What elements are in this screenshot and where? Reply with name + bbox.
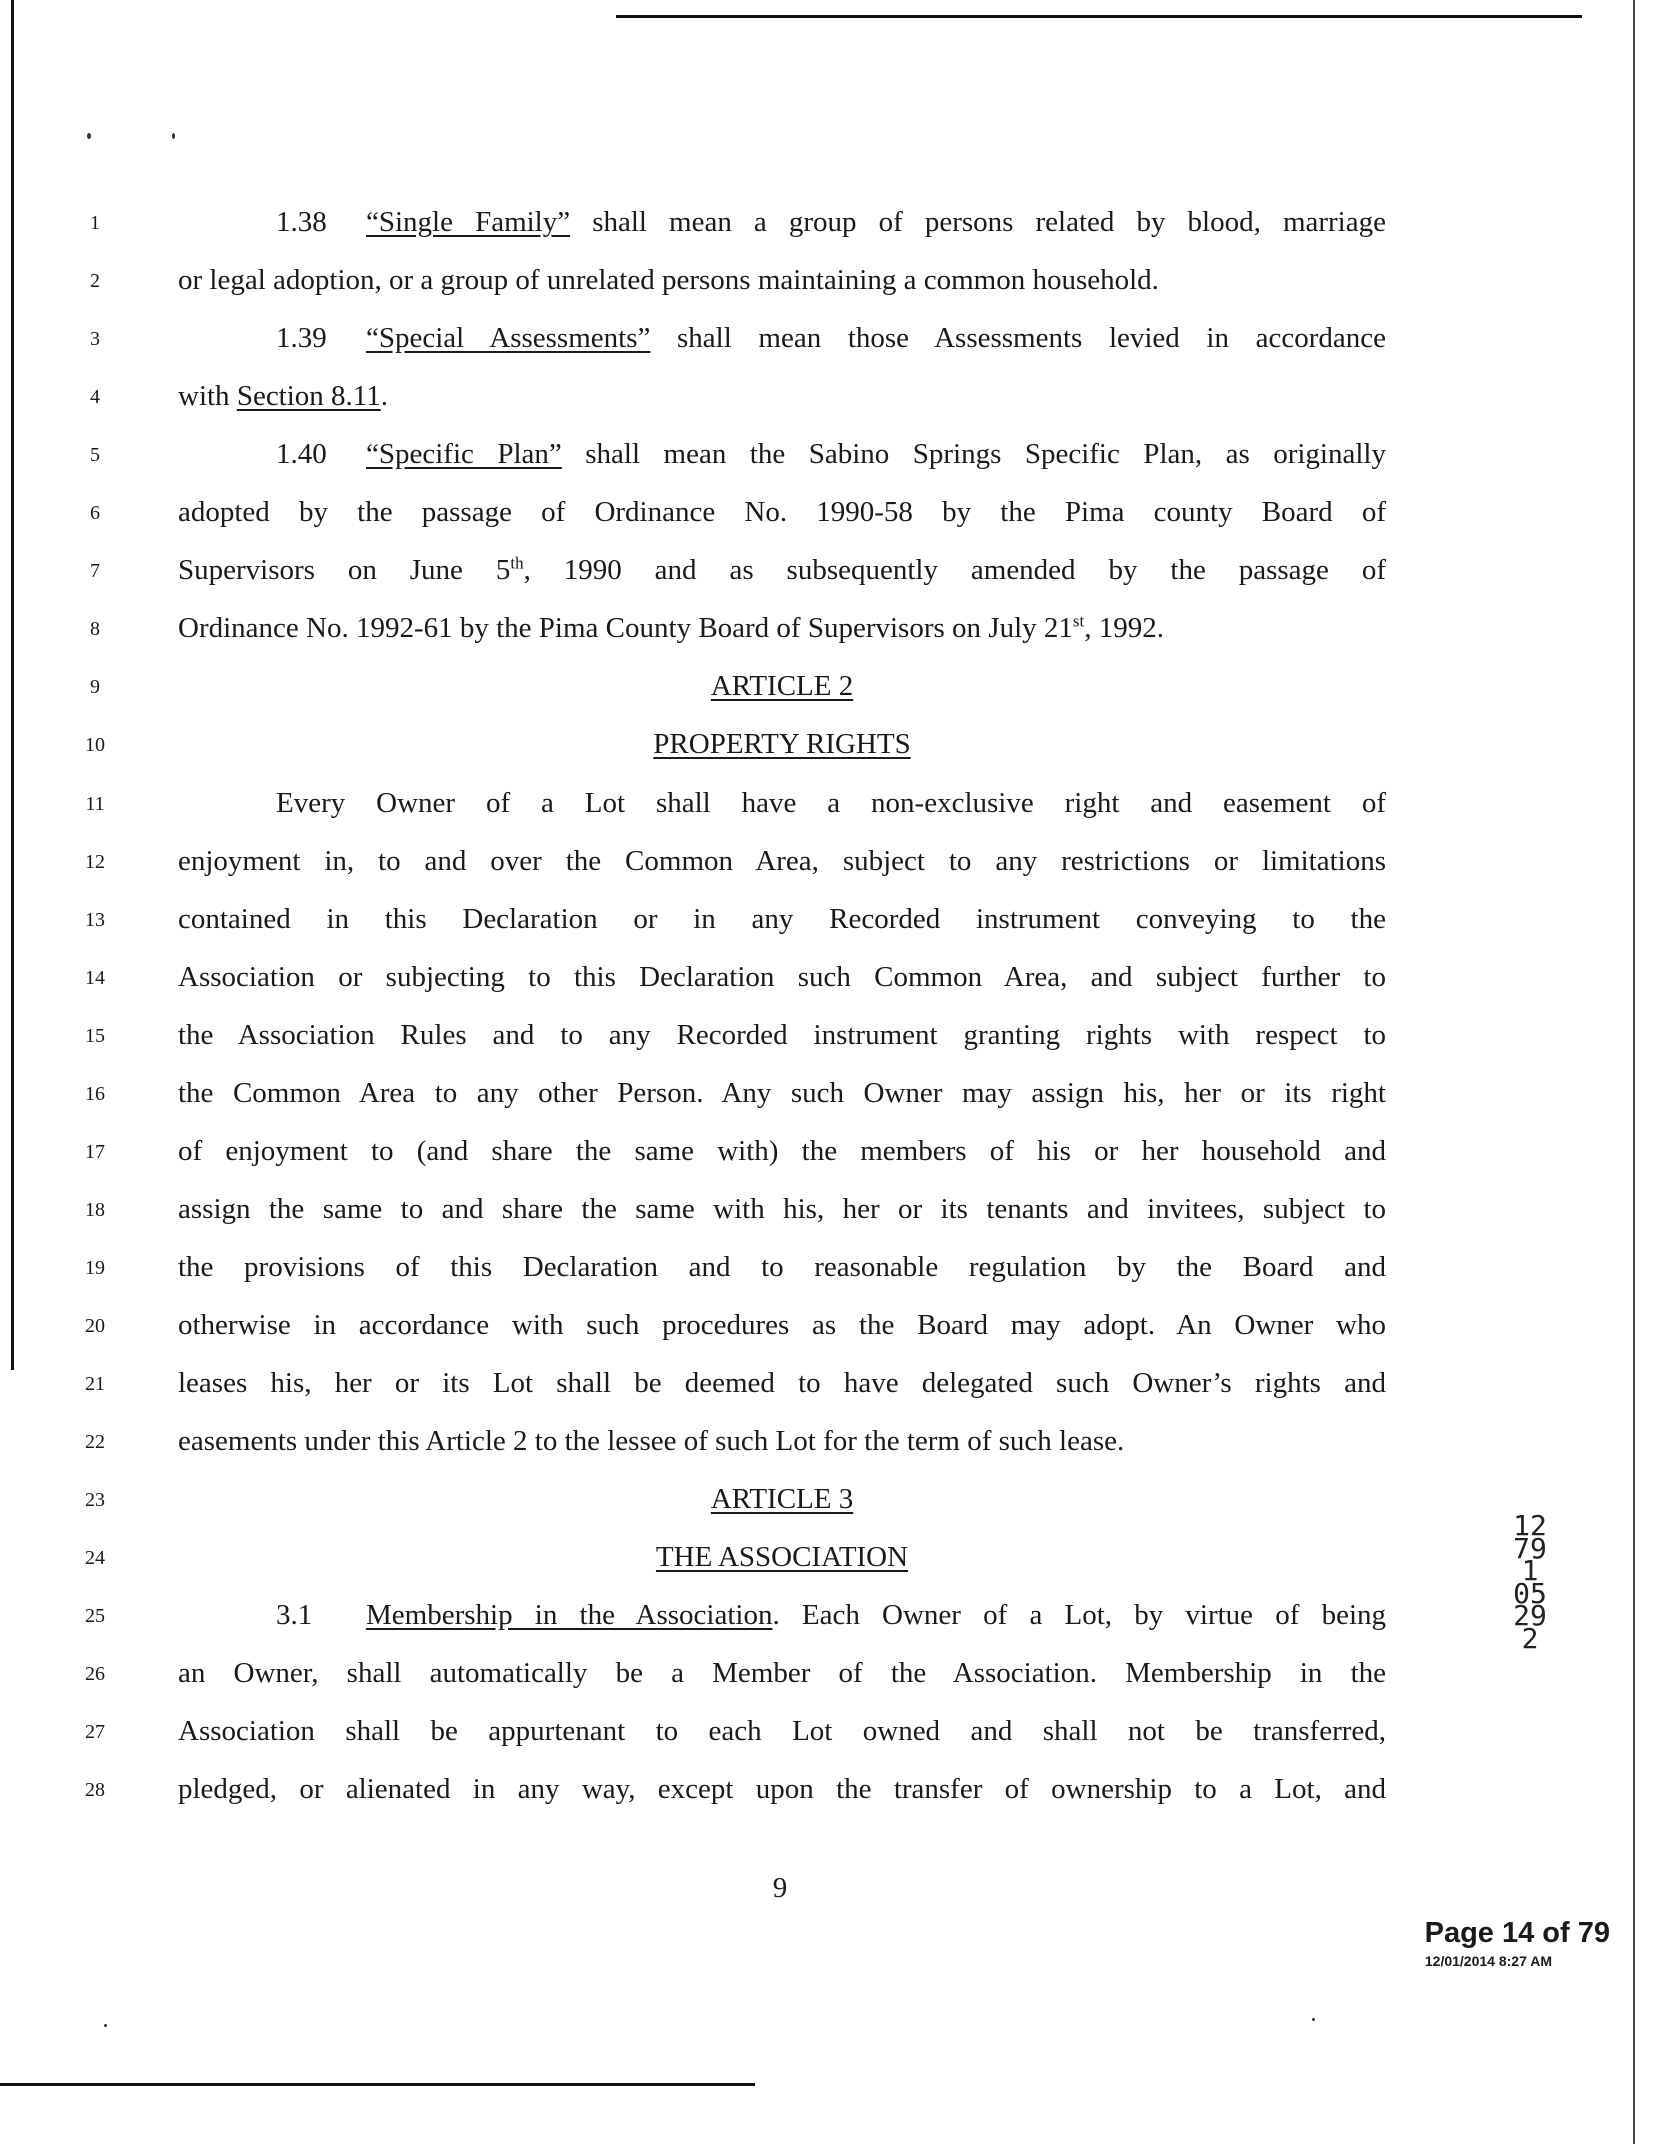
page-number: 9 [772,1872,788,1904]
ordinal-suffix: st [1072,611,1085,631]
defined-term: “Specific Plan” [366,438,562,471]
line-text: with [178,380,237,413]
line-text: , 1992. [1084,612,1164,645]
section-line [178,434,1386,474]
line-number: 25 [85,1605,105,1628]
line-number: 24 [85,1547,105,1570]
recorder-datetime-stamp: 12/01/2014 8:27 AM [1424,1953,1552,1969]
article-heading [178,1537,1386,1577]
text-line: the Common Area to any other Person. Any such Owner may assign his, her or its right [178,1076,1386,1109]
line-number: 22 [85,1431,105,1454]
article-heading [178,724,1386,764]
article-heading [178,1479,1386,1519]
top-rule [616,15,1582,18]
text-line [178,608,1386,648]
line-text: Ordinance No. 1992-61 by the Pima County Board of Supervisors on July 21 [178,612,1073,645]
line-number: 28 [85,1779,105,1802]
bottom-rule [0,2083,755,2086]
line-number: 23 [85,1489,105,1512]
line-number: 16 [85,1082,105,1105]
line-number: 17 [85,1140,105,1163]
line-number: 8 [90,618,100,641]
text-line: Every Owner of a Lot shall have a non-exclusive right and easement of [276,786,1386,819]
line-text: , 1990 and as subsequently amended by the passage of [523,554,1386,587]
line-text: Supervisors on June 5 [178,554,511,587]
defined-term: Membership in the Association [366,1599,773,1632]
scan-speck [87,133,91,139]
section-number: 3.1 [276,1599,313,1632]
left-margin-rule [11,0,14,1370]
recording-docket-number: 12791 05292 [1513,1509,1547,1655]
section-number: 1.38 [276,206,327,238]
line-number: 1 [90,212,100,234]
text-line: the Association Rules and to any Recorded instrument granting rights with respect to [178,1018,1386,1051]
line-number: 19 [85,1256,105,1279]
line-number: 7 [90,560,100,583]
text-line: the provisions of this Declaration and to reasonable regulation by the Board and [178,1250,1386,1283]
right-margin-rule [1633,0,1635,2144]
text-line: enjoyment in, to and over the Common Area, subject to any restrictions or limitations [178,844,1386,877]
text-line: of enjoyment to (and share the same with) the members of his or her household and [178,1134,1386,1167]
line-number: 3 [90,328,100,351]
line-number: 13 [85,908,105,931]
line-number: 4 [90,386,100,409]
line-number: 5 [90,444,100,467]
recorder-page-stamp: Page 14 of 79 [1424,1917,1610,1949]
text-line: assign the same to and share the same with his, her or its tenants and invitees, subject to [178,1192,1386,1225]
section-number: 1.39 [276,322,327,355]
defined-term: “Special Assessments” [366,322,651,355]
text-line: adopted by the passage of Ordinance No. 1990-58 by the Pima county Board of [178,496,1386,529]
text-line: leases his, her or its Lot shall be deemed to have delegated such Owner’s rights and [178,1367,1386,1399]
section-text: . Each Owner of a Lot, by virtue of being [772,1599,1386,1632]
section-reference: Section 8.11 [236,380,381,413]
article-heading [178,666,1386,706]
section-text: shall mean those Assessments levied in accordance [650,322,1387,355]
line-number: 26 [85,1663,105,1686]
text-line: easements under this Article 2 to the lessee of such Lot for the term of such lease. [178,1425,1125,1458]
line-number: 20 [85,1314,105,1337]
line-number: 27 [85,1721,105,1744]
line-number: 6 [90,502,100,525]
heading-text: PROPERTY RIGHTS [653,728,911,761]
line-number: 9 [90,676,100,699]
line-number: 2 [90,270,100,293]
text-line: an Owner, shall automatically be a Member of the Association. Membership in the [178,1657,1386,1690]
line-number: 14 [85,966,105,989]
defined-term: “Single Family” [366,206,571,238]
text-line: contained in this Declaration or in any Recorded instrument conveying to the [178,902,1386,935]
text-line [178,550,1386,590]
section-number: 1.40 [276,438,327,471]
line-number: 11 [85,792,105,815]
heading-text: ARTICLE 2 [710,670,854,703]
line-number: 10 [85,734,105,757]
scan-speck [104,2024,107,2027]
ordinal-suffix: th [510,553,524,573]
section-text: shall mean a group of persons related by blood, marriage [570,206,1386,238]
heading-text: ARTICLE 3 [710,1483,854,1516]
scan-speck [172,133,175,139]
scan-speck [1312,2018,1315,2021]
text-line: Association shall be appurtenant to each Lot owned and shall not be transferred, [178,1715,1386,1748]
line-number: 12 [85,850,105,873]
section-text: shall mean the Sabino Springs Specific Plan, as originally [561,438,1386,471]
heading-text: THE ASSOCIATION [655,1541,909,1574]
section-line [178,318,1386,358]
section-line [178,202,1386,242]
text-line [178,376,1386,416]
line-number: 18 [85,1198,105,1221]
text-line: Association or subjecting to this Declaration such Common Area, and subject further to [178,960,1386,993]
section-line [178,1595,1386,1635]
text-line: otherwise in accordance with such procedures as the Board may adopt. An Owner who [178,1308,1386,1341]
text-line: pledged, or alienated in any way, except upon the transfer of ownership to a Lot, and [178,1773,1386,1806]
line-text: . [380,380,388,413]
line-number: 21 [85,1373,105,1395]
text-line: or legal adoption, or a group of unrelated persons maintaining a common household. [178,264,1159,297]
line-number: 15 [85,1024,105,1047]
